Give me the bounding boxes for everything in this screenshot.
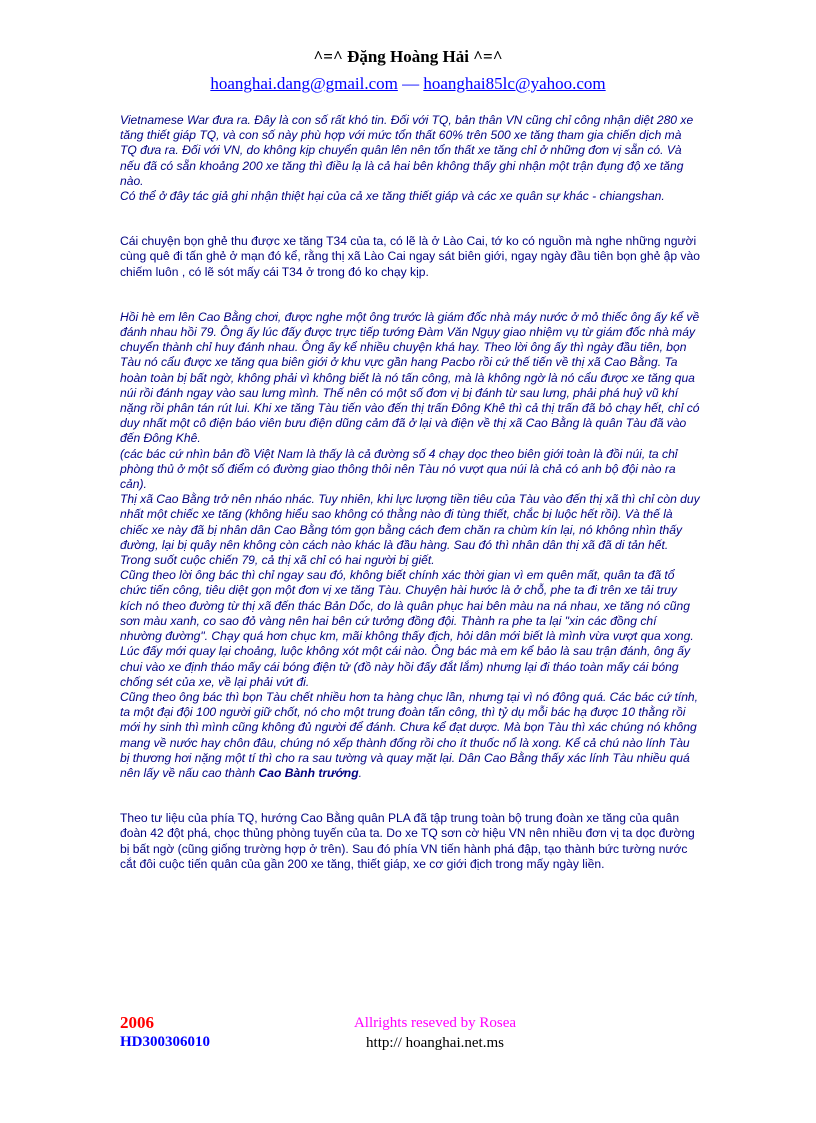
footer-url[interactable]: http:// hoanghai.net.ms: [366, 1035, 504, 1051]
paragraph-7: Cũng theo lời ông bác thì chỉ ngay sau đó, không biết chính xác thời gian vì em quên mất, quân ta đã tổ chức tiến công, tiêu diệt gọn một đơn vị xe tăng Tàu. Chuyện hài hước là ở chỗ, phe ta đi trên xe tải truy kích nó theo đường từ thị xã đến thác Bản Dốc, do là quân phục hai bên màu na ná nhau, xe tăng nó cũng sơn màu xanh, co sao đỏ vàng nên hai bên cứ tưởng đồng đội. Thành ra phe ta lại "xin các đồng chí nhường đường". Chạy quá hơn chục km, mãi không thấy địch, hỏi dân mới biết là mình vừa vượt qua xong. Lúc đấy mới quay lại choảng, luộc không xót một cái nào. Ông bác mà em kể bảo là sau trận đánh, ông ấy chui vào xe định tháo mấy cái bóng điện tử (đồ này hồi đấy đắt lắm) nhưng lại đi tháo toàn mấy cái bóng chống sét của xe, về lại phải vứt đi.: [120, 568, 694, 689]
paragraph-8-end: .: [358, 765, 362, 780]
paragraph-5: (các bác cứ nhìn bản đồ Việt Nam là thấy là cả đường số 4 chạy dọc theo biên giới toàn là đồi núi, ta chỉ phòng thủ ở một số điểm có đường giao thông thôi nên Tàu nó vượt qua núi là chả có anh bộ đội nào ra cản).: [120, 446, 678, 492]
footer-year: 2006: [120, 1013, 154, 1032]
contact-links: [0, 74, 816, 94]
link-separator: —: [397, 74, 424, 93]
paragraph-8-bold: Cao Bành trướng: [258, 765, 359, 780]
footer-code: HD300306010: [120, 1034, 210, 1050]
paragraph-3: Cái chuyện bọn ghẻ thu được xe tăng T34 của ta, có lẽ là ở Lào Cai, tớ ko có nguồn mà nghe những người cùng quê đi tấn ghẻ ở mạn đó kể, rằng thị xã Lào Cai ngay sát biên giới, ngay ngày đầu tiên bọn ghẻ ập vào chiếm luôn , có lẽ sót mấy cái T34 ở trong đó ko chạy kịp.: [120, 234, 700, 279]
email-link-gmail[interactable]: hoanghai.dang@gmail.com: [210, 74, 398, 93]
paragraph-8-text: Cũng theo ông bác thì bọn Tàu chết nhiều hơn ta hàng chục lần, nhưng tại vì nó đông quá. Các bác cứ tính, ta một đại đội 100 người giữ chốt, nó cho một trung đoàn tấn công, thì tỷ dụ mỗi bác hạ được 10 thằng rồi mới hy sinh thì mình cũng không đủ người để đánh. Chưa kể đạt dược. Mà bọn Tàu thì xác chúng nó không mang về nước hay chôn đâu, chúng nó xếp thành đống rồi cho ít thuốc nổ là xong. Kể cả chú nào lính Tàu bị thương hơi nặng một tí thì cho ra sau tường và quay mặt lại. Dân Cao Bằng thấy xác lính Tàu nhiều quá nên lấy về nấu cao thành: [120, 689, 699, 780]
paragraph-8: [120, 690, 700, 781]
paragraph-9: Theo tư liệu của phía TQ, hướng Cao Bằng quân PLA đã tập trung toàn bộ trung đoàn xe tăng của quân đoàn 42 đột phá, chọc thủng phòng tuyến của ta. Do xe TQ sơn cờ hiệu VN nên nhiều đơn vị ta dọc đường bị bất ngờ (cũng giống trường hợp ở trên). Sau đó phía VN tiến hành phá đập, tạo thành bức tường nước cắt đôi cuộc tiến quân của gần 200 xe tăng, thiết giáp, xe cơ giới địch trong mấy ngày liền.: [120, 811, 695, 871]
paragraph-2: Có thể ở đây tác giả ghi nhận thiệt hại của cả xe tăng thiết giáp và các xe quân sự khác - chiangshan.: [120, 189, 665, 204]
paragraph-4: Hồi hè em lên Cao Bằng chơi, được nghe một ông trước là giám đốc nhà máy nước ở mỏ thiếc ông ấy kể về đánh nhau hồi 79. Ông ấy lúc đấy được trực tiếp tướng Đàm Văn Ngụy giao nhiệm vụ từ giám đốc nhà máy chuyển thành chỉ huy đánh nhau. Ông ấy kể nhiều chuyện khá hay. Theo lời ông ấy thì ngày đầu tiên, bọn Tàu nó cẩu được xe tăng qua biên giới ở khu vực gần hang Pacbo rồi cứ thế tiến về thị xã Cao Bằng. Ta hoàn toàn bị bất ngờ, không phải vì không biết là nó tấn công, mà là không ngờ là nó cẩu được xe tăng qua núi rồi đánh ngay vào sau lưng mình. Thế nên có một số đơn vị bị đánh từ sau lưng, phải phá huỷ vũ khí nặng rồi phân tán rút lui. Khi xe tăng Tàu tiến vào đến thị trấn Đông Khê thì cả thị trấn đã bỏ chạy hết, chỉ có duy nhất một cô điện báo viên bưu điện dũng cảm đã ở lại và điện về thị xã Cao Bằng là quân Tàu đã vào đến Đông Khê.: [120, 309, 700, 446]
paragraph-1: Vietnamese War đưa ra. Đây là con số rất khó tin. Đối với TQ, bản thân VN cũng chỉ công nhận diệt 280 xe tăng thiết giáp TQ, và con số này phù hợp với mức tổn thất 60% trên 500 xe tăng tham gia chiến dịch mà TQ đưa ra. Đối với VN, do không kịp chuyển quân lên nên tổn thất xe tăng chỉ ở những đơn vị sẵn có. Và nếu đã có sẵn khoảng 200 xe tăng thì điều lạ là cả hai bên không thấy ghi nhận một trận đụng độ xe tăng nào.: [120, 113, 694, 188]
page-title: ^=^ Đặng Hoàng Hải ^=^: [313, 47, 503, 66]
email-link-yahoo[interactable]: hoanghai85lc@yahoo.com: [423, 74, 606, 93]
paragraph-6: Thị xã Cao Bằng trở nên nháo nhác. Tuy nhiên, khi lực lượng tiền tiêu của Tàu vào đến thị xã thì chỉ còn duy nhất một chiếc xe tăng (không hiểu sao không có thằng nào đi tùng thiết, chắc bị luộc hết rồi). Và thế là chiếc xe này đã bị nhân dân Cao Bằng tóm gọn bằng cách đem chăn ra chùm kín lại, nó không nhìn thấy đường, lại bị quây nên không còn cách nào khác là đầu hàng. Sau đó thì nhân dân thị xã đã di tản hết. Trong suốt cuộc chiến 79, cả thị xã chỉ có hai người bị giết.: [120, 492, 700, 568]
article-body: [120, 113, 700, 872]
footer-rights: Allrights reseved by Rosea: [353, 1015, 517, 1031]
